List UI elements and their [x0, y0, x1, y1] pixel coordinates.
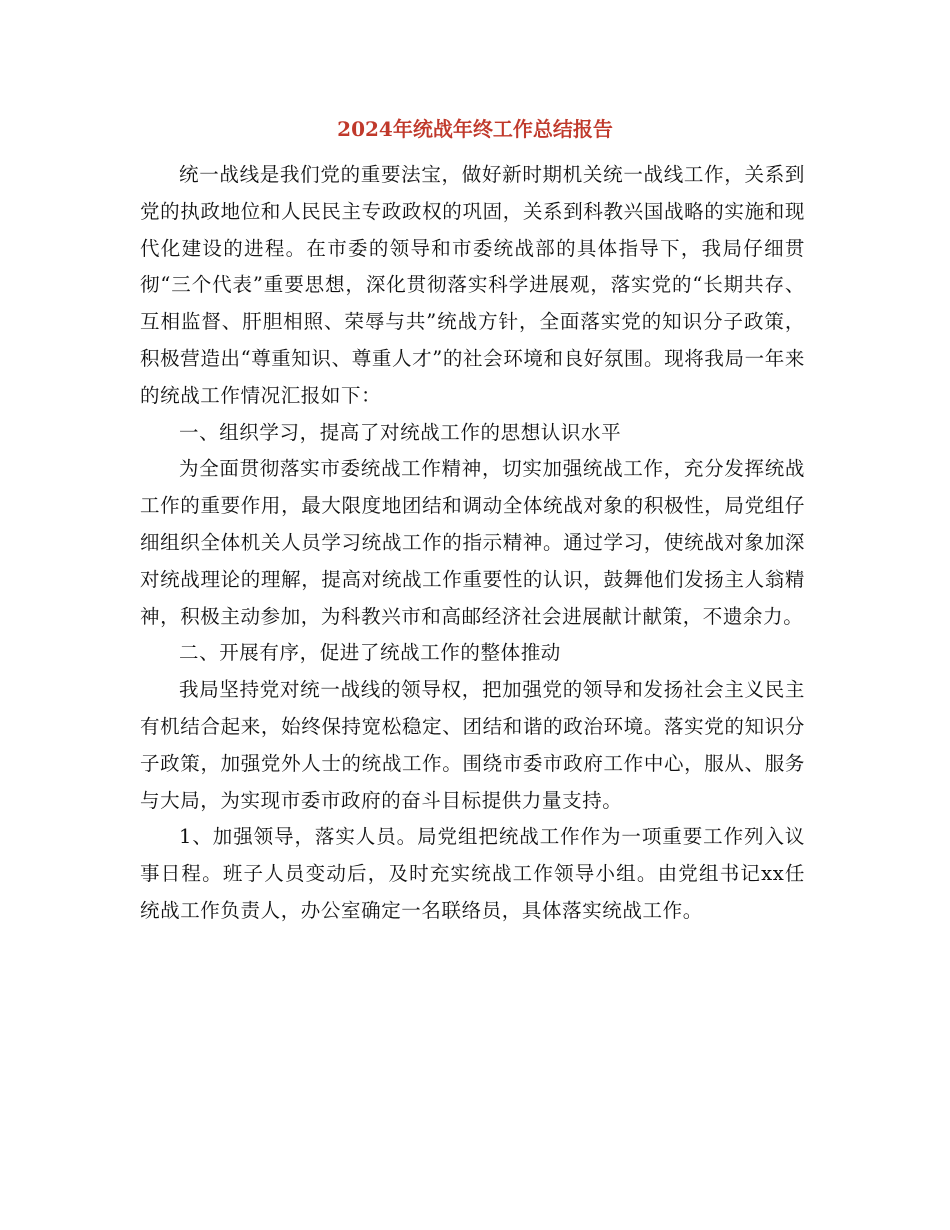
document-body [140, 157, 805, 930]
paragraph-section-1: 为全面贯彻落实市委统战工作精神，切实加强统战工作，充分发挥统战工作的重要作用，最大限度地团结和调动全体统战对象的积极性，局党组仔细组织全体机关人员学习统战工作的指示精神。通过学习，使统战对象加深对统战理论的理解，提高对统战工作重要性的认识，鼓舞他们发扬主人翁精神，积极主动参加，为科教兴市和高邮经济社会进展献计献策，不遗余力。 [140, 457, 805, 628]
section-heading-1: 一、组织学习，提高了对统战工作的思想认识水平 [179, 420, 622, 444]
document-title: 2024年统战年终工作总结报告 [337, 117, 613, 141]
paragraph-intro: 统一战线是我们党的重要法宝，做好新时期机关统一战线工作，关系到党的执政地位和人民民主专政政权的巩固，关系到科教兴国战略的实施和现代化建设的进程。在市委的领导和市委统战部的具体指导下，我局仔细贯彻“三个代表”重要思想，深化贯彻落实科学进展观，落实党的“长期共存、互相监督、肝胆相照、荣辱与共”统战方针，全面落实党的知识分子政策，积极营造出“尊重知识、尊重人才”的社会环境和良好氛围。现将我局一年来的统战工作情况汇报如下： [140, 163, 805, 407]
paragraph-item-1: 1、加强领导，落实人员。局党组把统战工作作为一项重要工作列入议事日程。班子人员变动后，及时充实统战工作领导小组。由党组书记xx任统战工作负责人，办公室确定一名联络员，具体落实统战工作。 [140, 825, 805, 922]
paragraph-section-2: 我局坚持党对统一战线的领导权，把加强党的领导和发扬社会主义民主有机结合起来，始终保持宽松稳定、团结和谐的政治环境。落实党的知识分子政策，加强党外人士的统战工作。围绕市委市政府工作中心，服从、服务与大局，为实现市委市政府的奋斗目标提供力量支持。 [140, 678, 805, 812]
section-heading-2: 二、开展有序，促进了统战工作的整体推动 [179, 641, 561, 665]
